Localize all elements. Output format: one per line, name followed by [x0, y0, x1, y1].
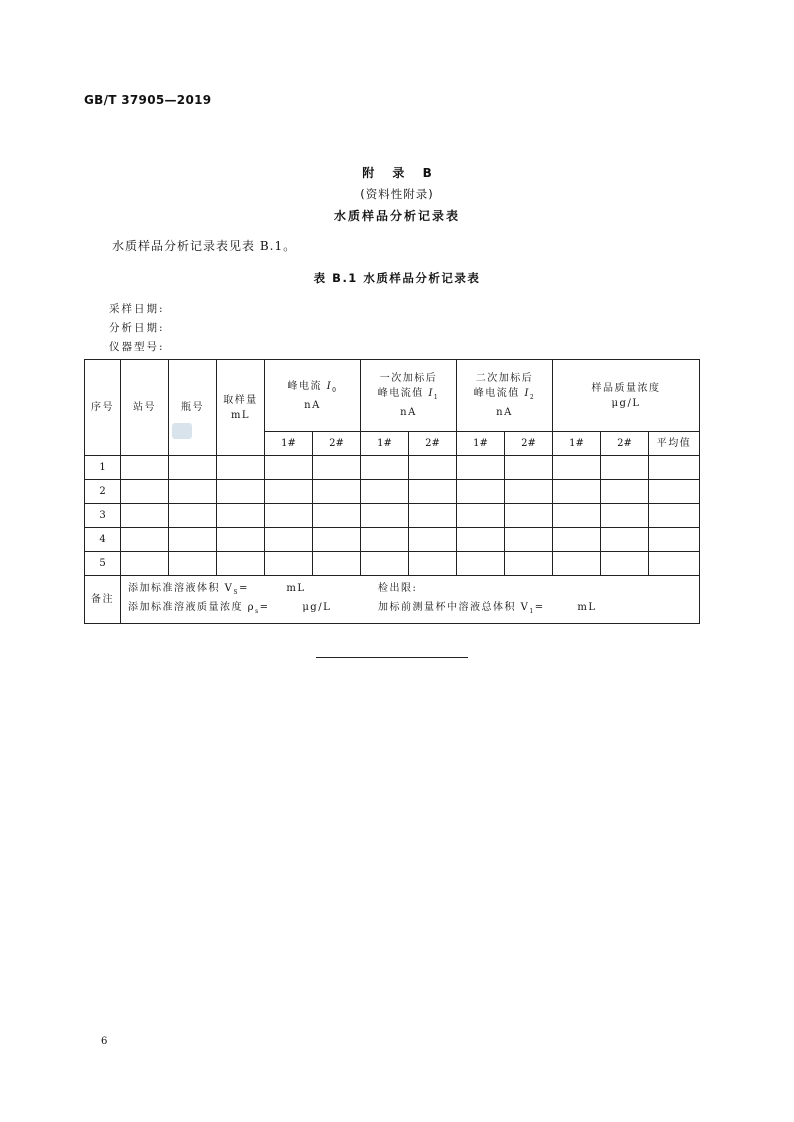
row-number: 1: [85, 456, 121, 480]
row-number: 5: [85, 552, 121, 576]
page-number: 6: [101, 1036, 108, 1047]
note-spike-volume-unit: mL: [286, 582, 306, 594]
header-seq: 序号: [85, 360, 121, 456]
note-detection-limit: 检出限:: [378, 582, 418, 594]
header-volume-label: 取样量: [223, 394, 258, 406]
header-conc-unit: μg/L: [611, 397, 641, 409]
row-number: 4: [85, 528, 121, 552]
note-total-volume-sub: 1: [529, 607, 535, 615]
note-spike-concentration-sub: s: [255, 607, 260, 615]
table-header-row: [85, 360, 700, 432]
subheader-second-2: 2#: [505, 432, 553, 456]
sampling-date-label: 采样日期:: [109, 303, 165, 315]
subheader-second-1: 1#: [457, 432, 505, 456]
watermark-stamp: [172, 423, 192, 439]
header-first-symbol: I: [428, 388, 434, 399]
table-row: [85, 480, 700, 504]
header-second-subscript: 2: [529, 394, 536, 401]
subheader-conc-1: 1#: [553, 432, 601, 456]
subheader-conc-2: 2#: [601, 432, 649, 456]
note-equals: =: [239, 582, 249, 594]
header-concentration: [553, 360, 700, 432]
note-spike-concentration-unit: μg/L: [302, 601, 332, 613]
subheader-peak-1: 1#: [265, 432, 313, 456]
note-spike-volume-sub: S: [233, 588, 240, 596]
header-first-spike: [361, 360, 457, 432]
header-second-line1: 二次加标后: [475, 373, 534, 384]
header-bottle: 瓶号: [169, 360, 217, 456]
end-rule: [316, 657, 468, 658]
row-number: 3: [85, 504, 121, 528]
notes-label: 备注: [85, 576, 121, 624]
annex-name: 水质样品分析记录表: [333, 209, 460, 223]
table-row: [85, 504, 700, 528]
instrument-model-label: 仪器型号:: [109, 341, 165, 353]
header-volume: [217, 360, 265, 456]
header-second-symbol: I: [524, 388, 530, 399]
subheader-first-1: 1#: [361, 432, 409, 456]
subheader-conc-avg: 平均值: [649, 432, 700, 456]
header-second-line2: 峰电流值: [473, 388, 520, 399]
header-second-spike: [457, 360, 553, 432]
header-first-unit: nA: [400, 407, 417, 418]
header-second-unit: nA: [496, 407, 513, 418]
intro-paragraph: 水质样品分析记录表见表 B.1。: [112, 239, 297, 253]
note-equals: =: [259, 601, 270, 613]
note-spike-concentration: 添加标准溶液质量浓度 ρ: [128, 601, 256, 613]
header-peak-symbol: I: [326, 380, 333, 392]
header-peak-unit: nA: [304, 399, 321, 411]
table-caption: 表 B.1 水质样品分析记录表: [313, 271, 481, 285]
note-total-volume-unit: mL: [577, 601, 597, 613]
notes-content: [121, 576, 700, 624]
header-peak-current: [265, 360, 361, 432]
header-conc-label: 样品质量浓度: [591, 382, 661, 394]
notes-row: [85, 576, 700, 624]
row-number: 2: [85, 480, 121, 504]
record-table: [84, 359, 700, 624]
header-first-subscript: 1: [433, 394, 440, 401]
header-volume-unit: mL: [230, 409, 251, 421]
header-station: 站号: [121, 360, 169, 456]
analysis-date-label: 分析日期:: [109, 322, 165, 334]
subheader-peak-2: 2#: [313, 432, 361, 456]
header-first-line1: 一次加标后: [379, 373, 438, 384]
header-first-line2: 峰电流值: [377, 388, 424, 399]
header-peak-subscript: 0: [332, 386, 338, 394]
note-spike-volume: 添加标准溶液体积 V: [128, 582, 234, 594]
annex-type: (资料性附录): [360, 187, 434, 201]
note-total-volume: 加标前测量杯中溶液总体积 V: [378, 601, 530, 613]
note-equals: =: [534, 601, 545, 613]
table-row: [85, 528, 700, 552]
header-peak-label: 峰电流: [287, 380, 323, 392]
standard-code: GB/T 37905—2019: [84, 93, 212, 107]
table-row: [85, 456, 700, 480]
subheader-first-2: 2#: [409, 432, 457, 456]
annex-title: 附 录 B: [362, 166, 432, 180]
table-row: [85, 552, 700, 576]
